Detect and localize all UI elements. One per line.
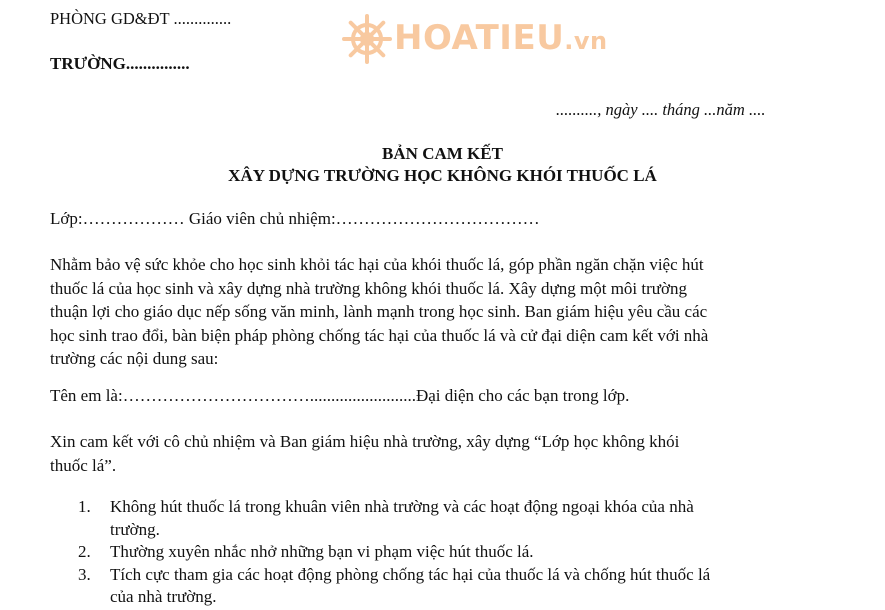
document-subtitle: XÂY DỰNG TRƯỜNG HỌC KHÔNG KHÓI THUỐC LÁ xyxy=(228,166,657,185)
student-name-line: Tên em là:…………………………….........................Đại diện cho các bạn trong lớp. xyxy=(50,386,630,405)
list-item-text: Không hút thuốc lá trong khuân viên nhà trường và các hoạt động ngoại khóa của nhà xyxy=(110,497,694,516)
watermark-text: HOATIEU.vn xyxy=(394,18,608,58)
list-item-text: trường. xyxy=(110,519,160,539)
list-item xyxy=(78,541,838,564)
department-label: PHÒNG GD&ĐT .............. xyxy=(50,9,232,28)
school-label: TRƯỜNG............... xyxy=(50,54,190,73)
list-item-number: 1. xyxy=(78,497,91,516)
class-teacher-line: Lớp:……………… Giáo viên chủ nhiệm:……………………………… xyxy=(50,209,540,228)
date-line: .........., ngày .... tháng ...năm .... xyxy=(556,100,766,119)
list-item xyxy=(78,496,838,541)
intro-paragraph xyxy=(50,253,830,371)
commitment-paragraph xyxy=(50,430,830,477)
list-item-text: Tích cực tham gia các hoạt động phòng chống tác hại của thuốc lá và chống hút thuốc lá xyxy=(110,564,711,584)
list-item xyxy=(78,564,838,609)
hoatieu-watermark-logo xyxy=(342,12,608,68)
intro-line: Nhằm bảo vệ sức khỏe cho học sinh khỏi tác hại của khói thuốc lá, góp phần ngăn chặn việc hút xyxy=(50,255,704,274)
commitment-line: thuốc lá”. xyxy=(50,455,117,475)
list-item-number: 2. xyxy=(78,542,91,561)
intro-line: thuận lợi cho giáo dục nếp sống văn minh, lành mạnh trong học sinh. Ban giám hiệu yêu cầu các xyxy=(50,302,708,321)
commitment-line: Xin cam kết với cô chủ nhiệm và Ban giám hiệu nhà trường, xây dựng “Lớp học không khói xyxy=(50,432,680,451)
document-title: BẢN CAM KẾT xyxy=(382,144,503,163)
intro-line: học sinh trao đổi, bàn biện pháp phòng chống tác hại của thuốc lá và cử đại diện cam kết với nhà xyxy=(50,325,709,345)
list-item-number: 3. xyxy=(78,564,91,584)
commitment-list xyxy=(78,496,838,609)
ship-wheel-icon xyxy=(342,14,392,64)
intro-line: thuốc lá của học sinh và xây dựng nhà trường không khói thuốc lá. Xây dựng một môi trường xyxy=(50,278,687,298)
list-item-text: của nhà trường. xyxy=(110,587,217,606)
intro-line: trường các nội dung sau: xyxy=(50,349,219,368)
list-item-text: Thường xuyên nhắc nhở những bạn vi phạm việc hút thuốc lá. xyxy=(110,542,534,561)
